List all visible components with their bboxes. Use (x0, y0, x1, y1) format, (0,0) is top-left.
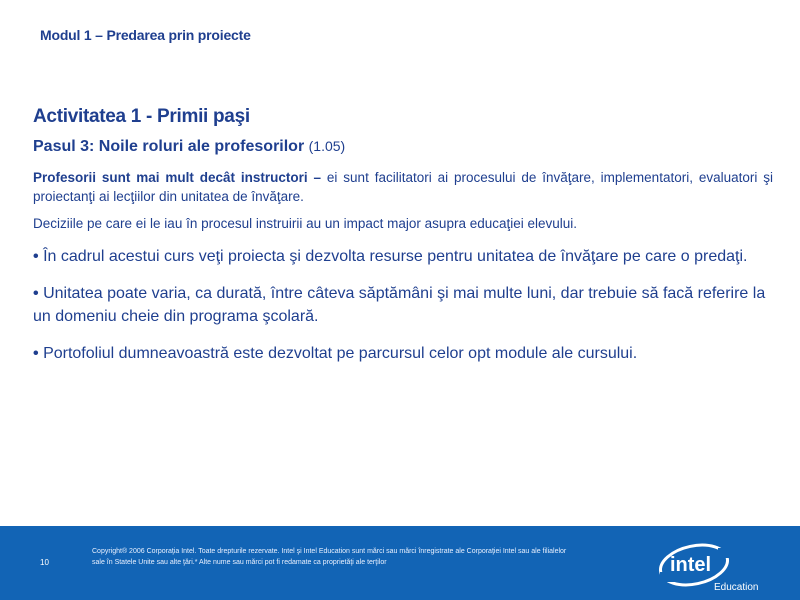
intro-text: ei sunt facilitatori ai procesului de învăţare, implementatori, evaluatori şi proiectanţi ai lecţiilor din unitatea de învăţare. (33, 170, 773, 204)
intro-paragraph (33, 168, 773, 206)
footer-bar (0, 526, 800, 600)
bullet-text: În cadrul acestui curs veţi proiecta şi dezvolta resurse pentru unitatea de învăţare pe care o predaţi. (43, 248, 748, 265)
slide-content (33, 106, 773, 379)
bullet-symbol: • (33, 345, 39, 362)
bullet-text: Portofoliul dumneavoastră este dezvoltat pe parcursul celor opt module ale cursului. (43, 345, 638, 362)
bullet-symbol: • (33, 285, 39, 302)
bullet-item (33, 282, 773, 328)
copyright-line: Copyright® 2006 Corporaţia Intel. Toate drepturile rezervate. Intel şi Intel Education sunt mărci sau mărci înregistrate ale Corporaţiei Intel sau ale filialelor (92, 548, 567, 555)
page-number: 10 (40, 558, 49, 567)
copyright-line: sale în Statele Unite sau alte ţări.* Alte nume sau mărci pot fi redamate ca proprietăţi ale terţilor (92, 559, 387, 566)
decisions-paragraph: Deciziile pe care ei le iau în procesul instruirii au un impact major asupra educaţiei elevului. (33, 216, 578, 231)
step-title (33, 138, 773, 156)
step-title-text: Pasul 3: Noile roluri ale profesorilor (33, 138, 305, 155)
intro-lead: Profesorii sunt mai mult decât instructori – (33, 170, 322, 185)
step-code: (1.05) (308, 138, 346, 154)
copyright-notice (92, 546, 612, 568)
activity-title: Activitatea 1 - Primii paşi (33, 106, 250, 127)
bullet-symbol: • (33, 248, 39, 265)
intel-education-logo (656, 536, 766, 596)
bullet-text: Unitatea poate varia, ca durată, între câteva săptămâni şi mai multe luni, dar trebuie să facă referire la un domeniu cheie din programa şcolară. (33, 285, 766, 325)
logo-sub-text: Education (714, 582, 759, 593)
logo-swoosh-gap (718, 548, 732, 558)
logo-brand-text: intel (670, 554, 712, 576)
bullet-item (33, 342, 773, 365)
bullet-item (33, 245, 773, 268)
module-title: Modul 1 – Predarea prin proiecte (40, 27, 251, 43)
